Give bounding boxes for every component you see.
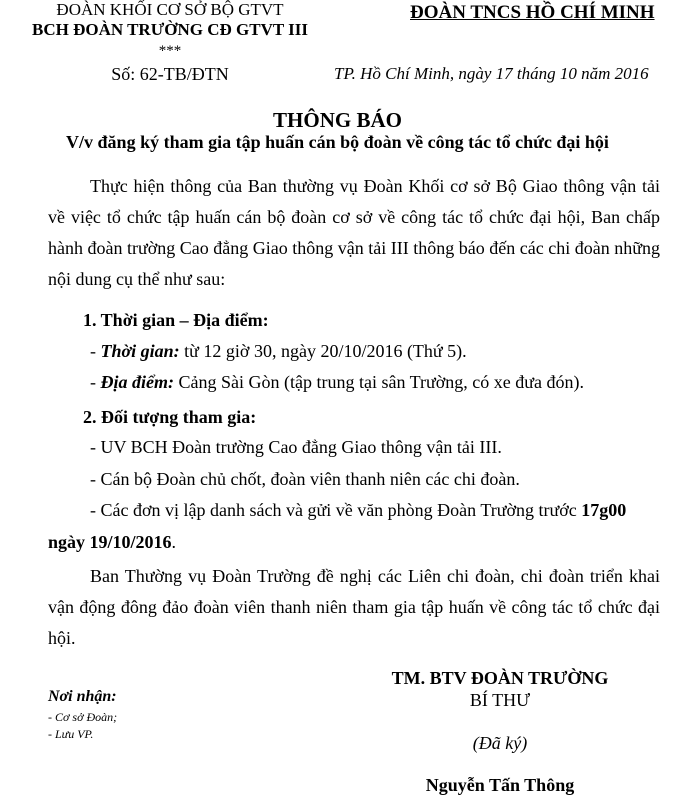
time-label: Thời gian: <box>100 341 180 361</box>
signature-position: BÍ THƯ <box>469 690 531 710</box>
issuing-org-parent: ĐOÀN KHỐI CƠ SỞ BỘ GTVT <box>56 0 284 19</box>
participant-item-2: - Cán bộ Đoàn chủ chốt, đoàn viên thanh niên các chi đoàn. <box>90 469 520 489</box>
deadline-text: - Các đơn vị lập danh sách và gửi về văn phòng Đoàn Trường trước <box>90 500 582 520</box>
union-name: ĐOÀN TNCS HỒ CHÍ MINH <box>410 2 655 23</box>
document-subject: V/v đăng ký tham gia tập huấn cán bộ đoàn về công tác tổ chức đại hội <box>66 132 609 152</box>
recipient-item: - Cơ sở Đoàn; <box>48 710 118 724</box>
closing-text: Ban Thường vụ Đoàn Trường đề nghị các Liên chi đoàn, chi đoàn triển khai vận động đông đảo đoàn viên thanh niên tham gia tập huấn về công tác tổ chức đại hội. <box>48 566 660 648</box>
place-date: TP. Hồ Chí Minh, ngày 17 tháng 10 năm 2016 <box>334 64 649 83</box>
section2-heading: 2. Đối tượng tham gia: <box>83 407 257 427</box>
deadline-time: 17g00 <box>581 500 627 520</box>
issuing-org: BCH ĐOÀN TRƯỜNG CĐ GTVT III <box>32 20 308 39</box>
recipient-item: - Lưu VP. <box>48 727 94 741</box>
signer-name: Nguyễn Tấn Thông <box>425 775 575 795</box>
recipients-label: Nơi nhận: <box>48 688 117 705</box>
intro-paragraph <box>48 171 660 295</box>
participant-item-1: - UV BCH Đoàn trường Cao đẳng Giao thông vận tải III. <box>90 437 502 457</box>
participant-item-3 <box>90 495 626 526</box>
place-label: Địa điểm: <box>100 372 174 392</box>
time-line: - Thời gian: từ 12 giờ 30, ngày 20/10/2016 (Thứ 5). <box>90 341 467 361</box>
deadline-date: ngày 19/10/2016 <box>48 532 172 552</box>
place-line: - Địa điểm: Cảng Sài Gòn (tập trung tại sân Trường, có xe đưa đón). <box>90 372 584 392</box>
signature-signed-note: (Đã ký) <box>472 733 528 753</box>
signature-on-behalf: TM. BTV ĐOÀN TRƯỜNG <box>391 668 609 688</box>
deadline-date-line <box>48 527 176 558</box>
document-number: Số: 62-TB/ĐTN <box>111 64 229 84</box>
deadline-end: . <box>171 532 177 552</box>
document-title: THÔNG BÁO <box>273 108 402 132</box>
header-stars: *** <box>158 43 182 59</box>
place-value: Cảng Sài Gòn (tập trung tại sân Trường, có xe đưa đón). <box>178 372 584 392</box>
closing-paragraph <box>48 561 660 654</box>
time-value: từ 12 giờ 30, ngày 20/10/2016 (Thứ 5). <box>184 341 467 361</box>
intro-text: Thực hiện thông của Ban thường vụ Đoàn Khối cơ sở Bộ Giao thông vận tải về việc tổ chức tập huấn cán bộ đoàn cơ sở về công tác tổ chức đại hội, Ban chấp hành đoàn trường Cao đẳng Giao thông vận tải III thông báo đến các chi đoàn những nội dung cụ thể như sau: <box>48 176 660 289</box>
section1-heading: 1. Thời gian – Địa điểm: <box>83 310 269 330</box>
